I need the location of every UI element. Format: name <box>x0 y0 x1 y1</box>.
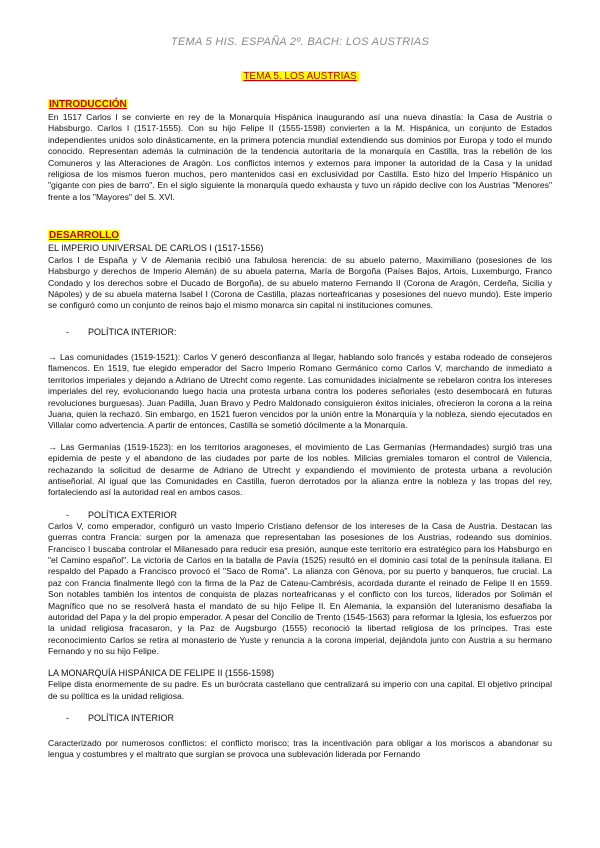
exterior-paragraph: Carlos V, como emperador, configuró un vasto Imperio Cristiano defensor de los intereses de la Casa de Austria. Destacan las guerras contra Francia: surgen por la amenaza que representaban las posesiones de los Austrias, rodeando sus dominios. Francisco I buscaba controlar el Milanesado para reducir esa presión, aunque este territorio era estratégico para los Habsburgo en "el Camino español". La victoria de Carlos en la batalla de Pavía (1525) resultó en el dominio casi total de la península italiana. El respaldo del Papado a Francisco provocó el "Saco de Roma". La alianza con Génova, por su puerto y banqueros, fue crucial. La paz con Francia finalmente llegó con la firma de la Paz de Cateau-Cambrésis, acordada durante el reinado de Felipe II en 1559. Son notables también los intentos de conquista de plazas norteafricanas y el conflicto con los turcos, liderados por Solimán el Magnífico que no se resolverá hasta el mandato de su hijo Felipe II. En Alemania, la expansión del luteranismo desafiaba la autoridad del Papa y la del propio emperador. A pesar del Concilio de Trento (1545-1563) para reformar la Iglesia, los esfuerzos por la unidad religiosa fracasaron, y la Paz de Augsburgo (1555) reconoció la libertad religiosa de los príncipes. Tras este reconocimiento Carlos se retira al monasterio de Yuste y renuncia a la corona imperial, dejándola junto con Austria a su hermano Fernando y no su hijo Felipe. <box>48 520 552 657</box>
carlos-title: EL IMPERIO UNIVERSAL DE CARLOS I (1517-1556) <box>48 243 264 254</box>
felipe-paragraph: Felipe dista enormemente de su padre. Es un burócrata castellano que centralizará su imperio con una capital. El objetivo principal de su política es la unidad religiosa. <box>48 679 552 701</box>
bullet-label: POLÍTICA INTERIOR <box>88 713 175 724</box>
felipe-title: LA MONARQUÍA HISPÁNICA DE FELIPE II (1556-1598) <box>48 667 275 678</box>
comunidades-paragraph <box>48 352 552 432</box>
bullet-dash: - <box>66 713 69 724</box>
germanias-paragraph <box>48 442 552 499</box>
felipe-interior-paragraph: Caracterizado por numerosos conflictos: el conflicto morisco; tras la incentivación para obligar a los moriscos a abandonar su lengua y costumbres y el maltrato que surgían se provoca una sublevación liderada por Fernando <box>48 738 552 760</box>
doc-title-wrap <box>48 66 552 84</box>
intro-section <box>48 94 552 203</box>
bullet-dash: - <box>66 509 69 520</box>
bullet-label: POLÍTICA EXTERIOR <box>88 509 178 520</box>
carlos-paragraph: Carlos I de España y V de Alemania recibió una fabulosa herencia: de su abuelo paterno, Maximiliano (posesiones de los Habsburgo y derechos de Imperio Alemán) de su abuela paterna, María de Borgoña (Países Bajos, Artois, Luxemburgo, Franco Condado y los derechos sobre el Ducado de Borgoña), de su abuelo materno Fernando II (Corona de Aragón, Cerdeña, Sicilia y Nápoles) y de su abuela materna Isabel I (Corona de Castilla, plazas norteafricanas y posesiones del nuevo mundo). Este imperio se configuró como un conjunto de reinos bajo el mismo monarca sin capital ni instituciones comunes. <box>48 254 552 311</box>
bullet-politica-exterior <box>66 509 552 521</box>
development-heading: DESARROLLO <box>49 230 119 242</box>
arrow-icon: → <box>48 351 57 362</box>
germanias-text: Las Germanías (1519-1523): en los territorios aragoneses, el movimiento de Las Germanías (Hermandades) surgió tras una epidemia de peste y el abandono de las ciudades por parte de los nobles. Milicias gremiales tomaron el control de Valencia, rechazando la solicitud de desarme de Adriano de Utrecht y expandiendo el movimiento de protesta urbana a revolución antiseñorial. Al igual que las Comunidades en Castilla, fueron derrotados por la alianza entre la nobleza y las tropas del rey, fortaleciendo así la autoridad real en ambos casos. <box>48 441 552 498</box>
bullet-label: POLÍTICA INTERIOR: <box>88 326 177 337</box>
bullet-politica-interior-felipe <box>66 712 552 724</box>
bullet-dash: - <box>66 326 69 337</box>
intro-heading: INTRODUCCIÓN <box>49 99 127 110</box>
running-header: TEMA 5 HIS. ESPAÑA 2º. BACH: LOS AUSTRIAS <box>170 36 430 48</box>
development-section <box>48 225 552 761</box>
comunidades-text: Las comunidades (1519-1521): Carlos V generó desconfianza al llegar, hablando solo francés y estaba rodeado de consejeros flamencos. En 1519, fue elegido emperador del Sacro Imperio Romano Germánico como Carlos V, marchando de inmediato a territorios imperiales y dejando a Adriano de Utrecht como regente. Las comunidades inicialmente se rebelaron contra los intereses imperiales del rey, evolucionando luego hacia una protesta urbana contra los poderes señoriales (esto desembocará en futuras revoluciones burguesas). Juan Padilla, Juan Bravo y Pedro Maldonado consiguieron éxitos iniciales, ofrecieron la corona a la reina Juana, quien la rechazó. Sin embargo, en 1521 fueron vencidos por la unión entre la Monarquía y la nobleza, siendo ejecutados en Villalar como advertencia. A partir de entonces, Castilla se sometió dócilmente a la Monarquía. <box>48 351 552 431</box>
doc-title: TEMA 5. LOS AUSTRIAS <box>243 71 357 82</box>
arrow-icon: → <box>48 441 57 452</box>
intro-paragraph: En 1517 Carlos I se convierte en rey de la Monarquía Hispánica inaugurando así una nueva dinastía: la Casa de Austria o Habsburgo. Carlos I (1517-1555). Con su hijo Felipe II (1555-1598) convierten a la M. Hispánica, un conjunto de Estados independientes unidos solo dinásticamente, en la primera potencia mundial extendiendo sus dominios por Europa y todo el mundo conocido. Representan además la culminación de la tendencia autoritaria de la monarquía en Castilla, tras la rebelión de los Comuneros y las Alteraciones de Aragón. Los conflictos internos y externos para imponer la autoridad de la Casa y la unidad religiosa de los mismos fueron muchos, pero mantenidos casi en exclusividad por Castilla. Esto hizo del Imperio Hispánico un "gigante con pies de barro". En el siglo siguiente la monarquía quedo exhausta y tuvo un rápido declive con los Austrias "Menores" frente a los "Mayores" del S. XVI. <box>48 112 552 202</box>
bullet-politica-interior-carlos <box>66 326 552 338</box>
